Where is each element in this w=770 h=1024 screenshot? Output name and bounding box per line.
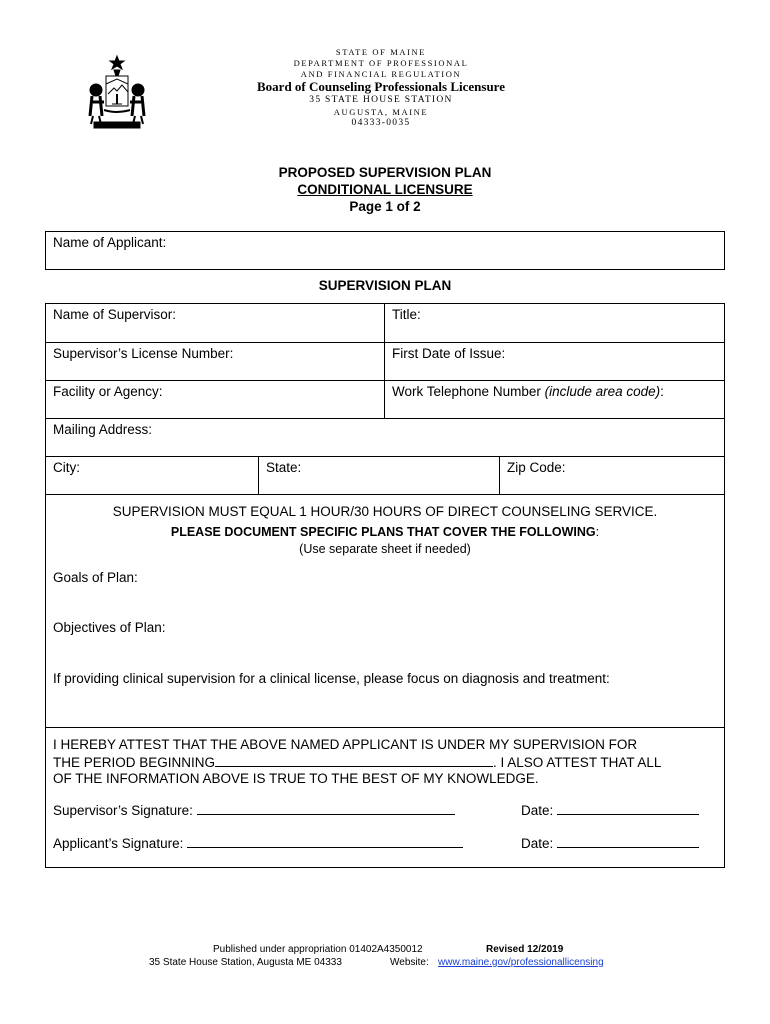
work-phone-label — [392, 384, 664, 399]
letterhead-department-line1: DEPARTMENT OF PROFESSIONAL — [293, 58, 469, 68]
goals-of-plan-label: Goals of Plan: — [53, 570, 138, 585]
period-beginning-field[interactable] — [215, 754, 493, 767]
document-instruction-text: PLEASE DOCUMENT SPECIFIC PLANS THAT COVER THE FOLLOWING — [170, 525, 596, 539]
license-number-label: Supervisor’s License Number: — [53, 346, 234, 361]
applicant-date-field[interactable] — [557, 835, 699, 848]
attest-line1: I HEREBY ATTEST THAT THE ABOVE NAMED APPLICANT IS UNDER MY SUPERVISION FOR — [53, 737, 638, 752]
applicant-date-label: Date: — [521, 836, 554, 851]
attest-line2-rest: . I ALSO ATTEST THAT ALL — [493, 755, 662, 770]
supervisor-date-label: Date: — [521, 803, 554, 818]
page-indicator: Page 1 of 2 — [349, 199, 421, 214]
applicant-name-field[interactable] — [45, 231, 725, 270]
footer-revised: Revised 12/2019 — [486, 944, 564, 955]
objectives-of-plan-label: Objectives of Plan: — [53, 620, 166, 635]
supervisor-name-label: Name of Supervisor: — [53, 307, 177, 322]
applicant-date-row — [521, 835, 699, 851]
supervisor-name-field[interactable] — [46, 304, 384, 342]
first-issue-date-field[interactable] — [385, 343, 724, 380]
goals-of-plan-field[interactable] — [46, 590, 724, 618]
supervisor-signature-row — [53, 802, 455, 818]
applicant-signature-field[interactable] — [187, 835, 463, 848]
footer-website-label: Website: — [390, 957, 429, 968]
letterhead-address1: 35 STATE HOUSE STATION — [309, 95, 453, 105]
supervisor-title-label: Title: — [392, 307, 421, 322]
attest-period-label: THE PERIOD BEGINNING — [53, 755, 216, 770]
state-field[interactable] — [259, 457, 499, 494]
city-field[interactable] — [46, 457, 258, 494]
separate-sheet-note: (Use separate sheet if needed) — [299, 542, 471, 556]
supervision-rule: SUPERVISION MUST EQUAL 1 HOUR/30 HOURS OF DIRECT COUNSELING SERVICE. — [112, 504, 658, 519]
work-phone-field[interactable] — [385, 381, 724, 418]
attest-line2 — [53, 754, 661, 770]
zip-code-label: Zip Code: — [507, 460, 566, 475]
work-phone-hint: (include area code) — [544, 384, 661, 399]
supervisor-date-row — [521, 802, 699, 818]
letterhead-address2: AUGUSTA, MAINE — [333, 107, 429, 117]
supervisor-signature-field[interactable] — [197, 802, 455, 815]
letterhead-department-line2: AND FINANCIAL REGULATION — [300, 69, 462, 79]
document-instruction-colon: : — [595, 525, 600, 539]
footer-address: 35 State House Station, Augusta ME 04333 — [149, 957, 342, 968]
facility-label: Facility or Agency: — [53, 384, 163, 399]
document-instruction — [46, 525, 724, 539]
form-title: PROPOSED SUPERVISION PLAN — [278, 165, 492, 180]
form-subtitle — [200, 182, 570, 197]
license-number-field[interactable] — [46, 343, 384, 380]
footer-published: Published under appropriation 01402A4350012 — [213, 944, 423, 955]
attest-line3: OF THE INFORMATION ABOVE IS TRUE TO THE BEST OF MY KNOWLEDGE. — [53, 771, 539, 786]
supervisor-signature-label: Supervisor’s Signature: — [53, 803, 193, 818]
applicant-name-label: Name of Applicant: — [53, 235, 167, 250]
form-subtitle-text: CONDITIONAL LICENSURE — [297, 182, 473, 197]
supervision-plan-table — [45, 303, 725, 868]
work-phone-colon: : — [660, 384, 664, 399]
applicant-signature-row — [53, 835, 463, 851]
supervision-plan-heading: SUPERVISION PLAN — [318, 278, 452, 293]
mailing-address-field[interactable] — [46, 419, 724, 456]
mailing-address-label: Mailing Address: — [53, 422, 153, 437]
zip-code-field[interactable] — [500, 457, 724, 494]
state-seal-logo — [84, 54, 150, 130]
city-label: City: — [53, 460, 80, 475]
state-label: State: — [266, 460, 302, 475]
applicant-signature-label: Applicant’s Signature: — [53, 836, 184, 851]
footer-website-link[interactable]: www.maine.gov/professionallicensing — [438, 957, 604, 968]
objectives-of-plan-field[interactable] — [46, 640, 724, 668]
letterhead-board-name: Board of Counseling Professionals Licensure — [257, 79, 505, 94]
supervisor-title-field[interactable] — [385, 304, 724, 342]
clinical-focus-field[interactable] — [46, 691, 724, 726]
clinical-focus-label: If providing clinical supervision for a clinical license, please focus on diagnosis and treatment: — [53, 671, 610, 686]
letterhead-zip: 04333-0035 — [351, 118, 411, 128]
supervisor-date-field[interactable] — [557, 802, 699, 815]
work-phone-label-text: Work Telephone Number — [392, 384, 545, 399]
first-issue-date-label: First Date of Issue: — [392, 346, 506, 361]
letterhead-state: STATE OF MAINE — [335, 47, 427, 57]
facility-field[interactable] — [46, 381, 384, 418]
